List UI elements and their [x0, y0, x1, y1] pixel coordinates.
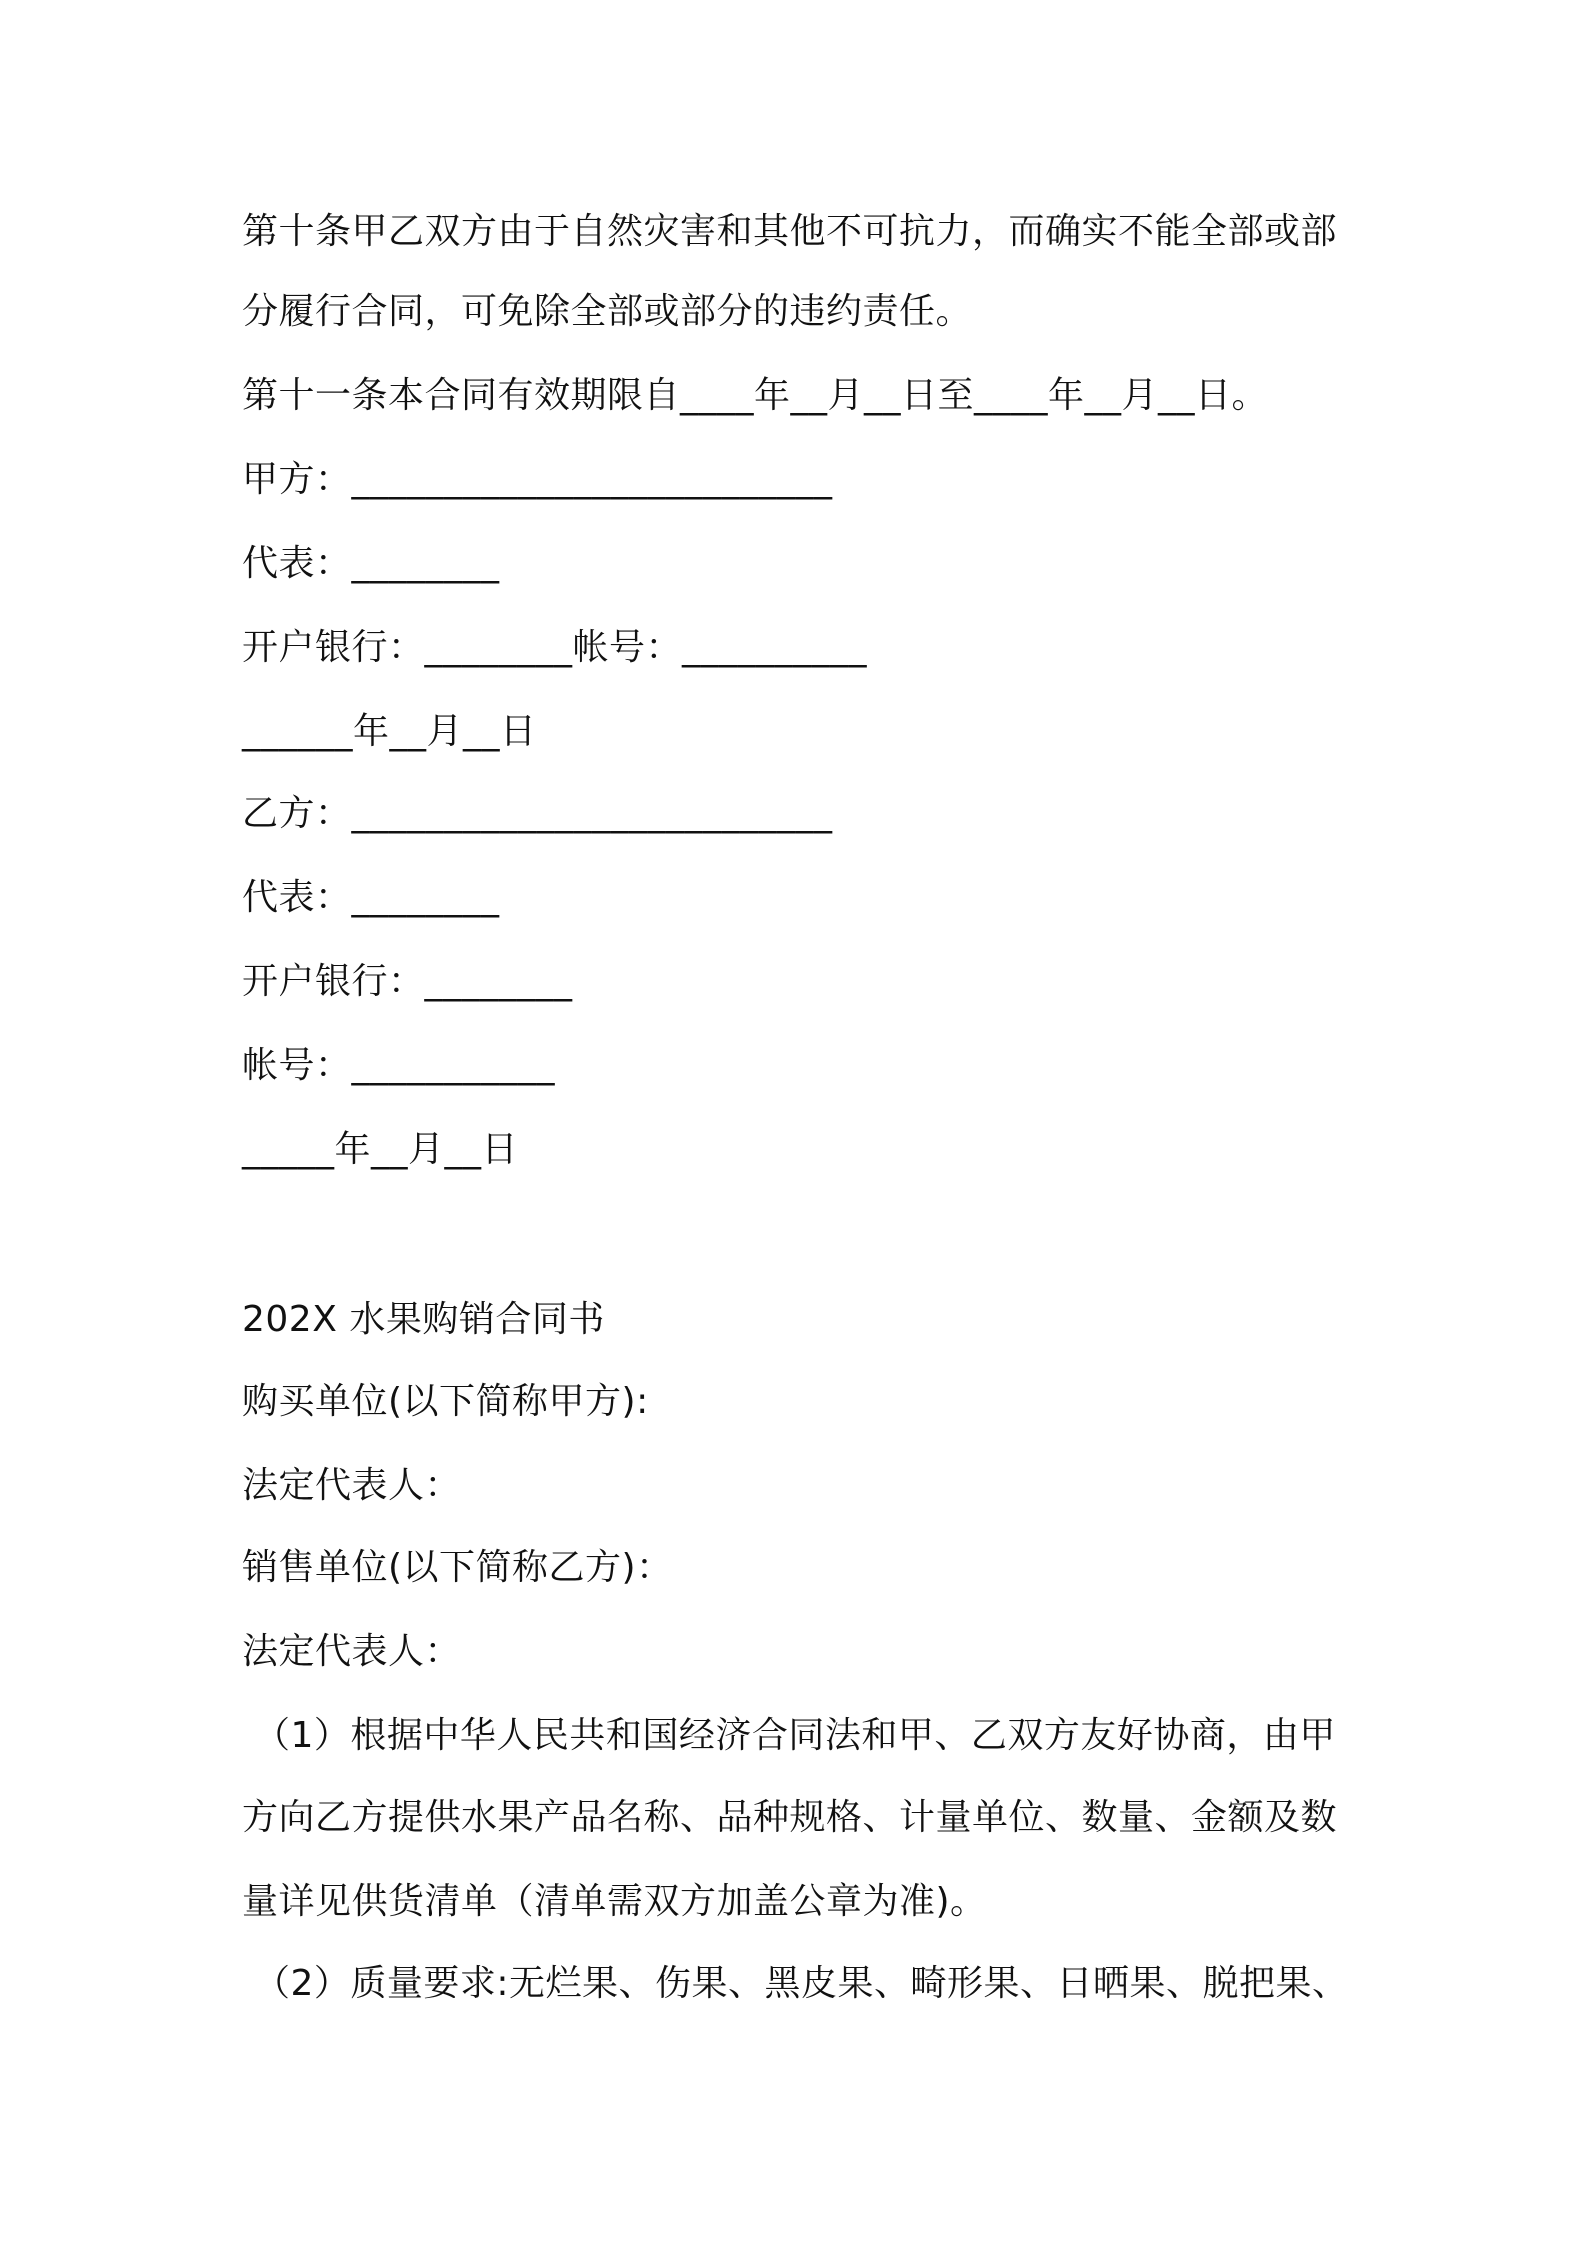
party-b-bank: 开户银行：________: [242, 961, 573, 1002]
party-a-date: ______年__月__日: [242, 711, 537, 752]
party-a-field: 甲方：__________________________: [242, 459, 833, 500]
party-b-account: 帐号：___________: [242, 1045, 556, 1086]
clause-10-line-2: 分履行合同，可免除全部或部分的违约责任。: [242, 291, 973, 332]
clause-1-line-2: 方向乙方提供水果产品名称、品种规格、计量单位、数量、金额及数: [242, 1797, 1338, 1838]
seller-unit: 销售单位(以下简称乙方)：: [242, 1547, 673, 1588]
clause-1-line-1: （1）根据中华人民共和国经济合同法和甲、乙双方友好协商，由甲: [254, 1715, 1336, 1756]
party-b-date: _____年__月__日: [242, 1129, 519, 1170]
party-a-bank-account: 开户银行：________帐号：__________: [242, 627, 868, 668]
clause-2-line-1: （2）质量要求:无烂果、伤果、黑皮果、畸形果、日晒果、脱把果、: [254, 1963, 1349, 2004]
contract-title: 202X 水果购销合同书: [242, 1299, 605, 1340]
clause-11-validity: 第十一条本合同有效期限自____年__月__日至____年__月__日。: [242, 375, 1269, 416]
seller-legal-representative: 法定代表人：: [242, 1631, 462, 1672]
party-b-field: 乙方：__________________________: [242, 793, 833, 834]
party-a-representative: 代表：________: [242, 543, 500, 584]
buyer-unit: 购买单位(以下简称甲方):: [242, 1381, 649, 1422]
party-b-representative: 代表：________: [242, 877, 500, 918]
clause-1-line-3: 量详见供货清单（清单需双方加盖公章为准)。: [242, 1881, 987, 1922]
buyer-legal-representative: 法定代表人：: [242, 1465, 462, 1506]
clause-10-line-1: 第十条甲乙双方由于自然灾害和其他不可抗力，而确实不能全部或部: [242, 211, 1338, 252]
